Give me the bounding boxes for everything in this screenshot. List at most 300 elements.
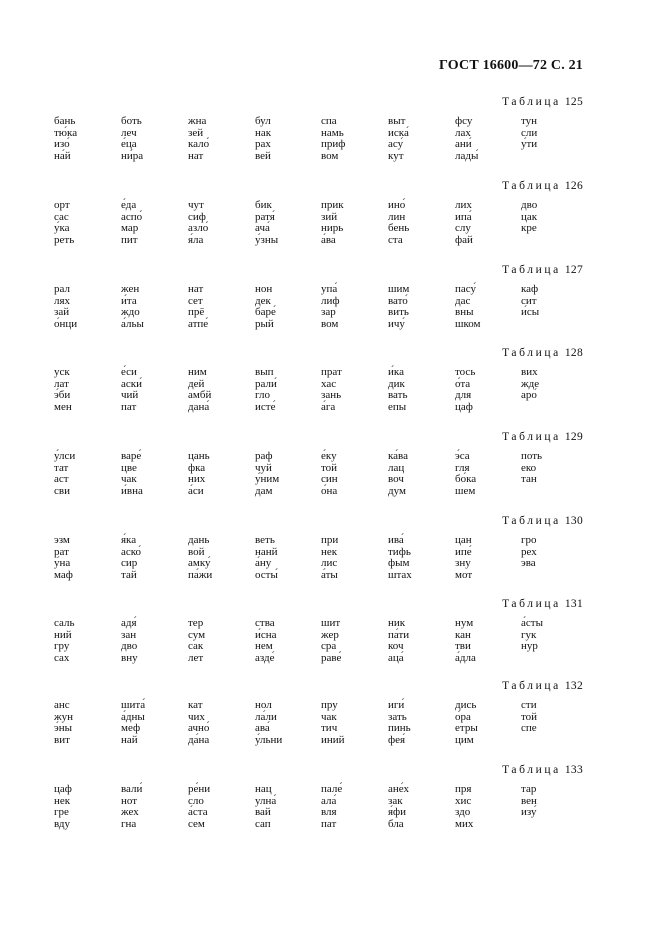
syllable-word: гля	[455, 461, 470, 474]
syllable-word: при	[321, 534, 339, 546]
syllable-word: сло	[188, 794, 204, 807]
word-column	[321, 700, 383, 747]
syllable-word: а́ста	[188, 806, 208, 819]
syllable-word: меф	[121, 722, 141, 735]
syllable-word: лет	[188, 652, 204, 665]
syllable-word: прик	[321, 199, 344, 211]
syllable-word: ства	[255, 617, 275, 629]
syllable-word: нол	[255, 699, 272, 711]
syllable-word: для	[455, 389, 472, 402]
syllable-word: най	[121, 734, 138, 747]
word-table	[0, 347, 662, 429]
syllable-word: баре́	[255, 306, 276, 319]
syllable-word: намь	[321, 126, 344, 139]
table-number: 130	[564, 515, 583, 527]
syllable-word: пале́	[321, 783, 343, 795]
syllable-word: зар	[321, 306, 336, 319]
table-number: 125	[564, 96, 583, 108]
word-column	[188, 367, 250, 414]
syllable-word: бла	[388, 818, 404, 831]
word-column	[521, 451, 583, 486]
word-column	[321, 116, 383, 163]
word-column	[388, 535, 450, 582]
syllable-word: маф	[54, 569, 73, 582]
syllable-word: шком	[455, 318, 481, 331]
syllable-word: воч	[388, 473, 404, 486]
word-column	[121, 618, 183, 665]
syllable-word: мот	[455, 569, 473, 582]
syllable-word: гру	[54, 640, 70, 653]
syllable-word: нек	[54, 794, 71, 807]
syllable-word: пру	[321, 699, 338, 711]
word-column	[54, 367, 116, 414]
syllable-word: жде	[521, 377, 540, 390]
word-column	[521, 200, 583, 235]
word-column	[521, 784, 583, 819]
word-column	[54, 535, 116, 582]
syllable-word: ний	[54, 628, 72, 641]
syllable-word: е́ку	[321, 450, 337, 462]
syllable-word: а́ну	[255, 557, 272, 570]
word-column	[521, 700, 583, 735]
syllable-word: нирь	[321, 222, 344, 235]
syllable-word: лин	[388, 210, 406, 223]
syllable-word: ждо	[121, 306, 140, 319]
table-number: 133	[564, 764, 583, 776]
syllable-word: шит	[321, 617, 341, 629]
word-column	[255, 116, 317, 163]
word-column	[455, 535, 517, 582]
table-caption-word: Таблица	[502, 598, 561, 610]
syllable-word: изо́	[54, 138, 70, 151]
word-column	[121, 784, 183, 831]
syllable-word: улна́	[255, 794, 277, 807]
syllable-word: еко	[521, 461, 537, 474]
syllable-word: вали́	[121, 783, 143, 795]
syllable-word: лах	[455, 126, 471, 139]
word-column	[54, 284, 116, 331]
syllable-word: а́ва	[321, 234, 336, 247]
table-caption-word: Таблица	[502, 347, 561, 359]
word-table	[0, 598, 662, 680]
word-column	[455, 784, 517, 831]
syllable-word: у́лси	[54, 450, 76, 462]
syllable-word: вай	[255, 806, 271, 819]
word-column	[188, 451, 250, 498]
syllable-word: той	[521, 710, 538, 723]
syllable-word: бул	[255, 115, 271, 127]
word-column	[54, 784, 116, 831]
syllable-word: саль	[54, 617, 75, 629]
syllable-word: слу	[455, 222, 471, 235]
syllable-word: нац	[255, 783, 272, 795]
syllable-word: ла́ли	[255, 710, 277, 723]
word-column	[121, 116, 183, 163]
syllable-word: боть	[121, 115, 142, 127]
syllable-word: лац	[388, 461, 405, 474]
syllable-word: тат	[54, 461, 69, 474]
syllable-word: аст	[54, 473, 69, 486]
word-column	[255, 618, 317, 665]
syllable-word: сиф	[188, 210, 206, 223]
syllable-word: ник	[388, 617, 406, 629]
syllable-word: кре	[521, 222, 537, 235]
word-column	[121, 200, 183, 247]
syllable-word: пинь	[388, 722, 411, 735]
syllable-word: фсу	[455, 115, 473, 127]
syllable-word: дань	[188, 534, 210, 546]
syllable-word: жен	[121, 283, 140, 295]
syllable-word: син	[321, 473, 338, 486]
word-column	[121, 700, 183, 747]
syllable-word: на́й	[54, 150, 71, 163]
word-column	[521, 284, 583, 319]
syllable-word: пря	[455, 783, 472, 795]
syllable-word: зей	[188, 126, 204, 139]
word-column	[388, 784, 450, 831]
syllable-word: и́сна	[255, 628, 277, 641]
syllable-word: уск	[54, 366, 70, 378]
word-table	[0, 264, 662, 346]
word-column	[321, 784, 383, 831]
syllable-word: сас	[54, 210, 69, 223]
syllable-word: дей	[188, 377, 205, 390]
syllable-word: дум	[388, 485, 406, 498]
syllable-word: и́ка	[388, 366, 404, 378]
syllable-word: выт	[388, 115, 406, 127]
syllable-word: хас	[321, 377, 337, 390]
syllable-word: вать	[388, 389, 408, 402]
syllable-word: вля	[321, 806, 337, 819]
syllable-word: фея́	[388, 734, 406, 747]
syllable-word: мар	[121, 222, 139, 235]
syllable-word: нем	[255, 640, 273, 653]
word-column	[188, 700, 250, 747]
syllable-word: тви	[455, 640, 471, 653]
syllable-word: гро	[521, 534, 537, 546]
word-column	[255, 200, 317, 247]
syllable-word: па́жи	[188, 569, 213, 582]
syllable-word: бик	[255, 199, 272, 211]
syllable-word: дво	[521, 199, 538, 211]
syllable-word: ива́	[388, 534, 404, 546]
syllable-word: тан	[521, 473, 537, 486]
table-caption	[0, 347, 583, 359]
syllable-word: сум	[188, 628, 206, 641]
syllable-word: а́льы	[121, 318, 144, 331]
table-caption	[0, 180, 583, 192]
syllable-word: жех	[121, 806, 139, 819]
syllable-word: тю́ка	[54, 126, 78, 139]
syllable-word: мих	[455, 818, 474, 831]
syllable-word: цим	[455, 734, 474, 747]
syllable-word: зак	[388, 794, 403, 807]
table-caption-word: Таблица	[502, 180, 561, 192]
syllable-word: зань	[321, 389, 342, 402]
syllable-word: леч	[121, 126, 137, 139]
syllable-word: вом	[321, 318, 339, 331]
table-caption-word: Таблица	[502, 764, 561, 776]
syllable-word: тун	[521, 115, 538, 127]
word-column	[455, 451, 517, 498]
syllable-word: ани́	[455, 138, 472, 151]
syllable-word: нум	[455, 617, 474, 629]
syllable-word: тай	[121, 569, 137, 582]
syllable-word: лады́	[455, 150, 479, 163]
syllable-word: прё	[188, 306, 205, 319]
word-column	[455, 367, 517, 414]
word-column	[455, 284, 517, 331]
syllable-word: дас	[455, 294, 471, 307]
syllable-word: аски́	[121, 377, 142, 390]
word-column	[521, 618, 583, 653]
syllable-word: тич	[321, 722, 338, 735]
word-column	[388, 284, 450, 331]
syllable-word: приф	[321, 138, 346, 151]
word-column	[188, 284, 250, 331]
word-column	[255, 535, 317, 582]
syllable-word: вду	[54, 818, 71, 831]
syllable-word: аца́	[388, 652, 404, 665]
syllable-word: цань	[188, 450, 210, 462]
syllable-word: сит	[521, 294, 537, 307]
syllable-word: рех	[521, 545, 537, 558]
syllable-word: тифь	[388, 545, 411, 558]
word-column	[255, 700, 317, 747]
syllable-word: аспо́	[121, 210, 143, 223]
syllable-word: лих	[455, 199, 472, 211]
syllable-word: фка	[188, 461, 206, 474]
syllable-word: вып	[255, 366, 274, 378]
word-column	[521, 535, 583, 570]
word-column	[54, 451, 116, 498]
syllable-word: орт	[54, 199, 70, 211]
syllable-word: изу́	[521, 806, 537, 819]
syllable-word: ала́	[321, 794, 337, 807]
syllable-word: а́дны	[121, 710, 145, 723]
syllable-word: нон	[255, 283, 273, 295]
syllable-word: о́на	[321, 485, 338, 498]
syllable-word: е́ца	[121, 138, 137, 151]
word-column	[321, 367, 383, 414]
syllable-word: штах	[388, 569, 412, 582]
table-caption-word: Таблица	[502, 431, 561, 443]
syllable-word: цаф	[455, 401, 473, 414]
word-column	[188, 116, 250, 163]
word-table	[0, 180, 662, 262]
syllable-word: вну	[121, 652, 138, 665]
word-column	[54, 200, 116, 247]
word-column	[121, 367, 183, 414]
word-column	[455, 116, 517, 163]
syllable-word: спе	[521, 722, 537, 735]
word-column	[321, 618, 383, 665]
syllable-word: цаф	[54, 783, 72, 795]
syllable-word: о́та	[455, 377, 471, 390]
word-column	[121, 284, 183, 331]
word-table	[0, 764, 662, 846]
table-caption-word: Таблица	[502, 96, 561, 108]
syllable-word: э́би	[54, 389, 71, 402]
table-caption	[0, 96, 583, 108]
syllable-word: варе́	[121, 450, 142, 462]
syllable-word: сем	[188, 818, 205, 831]
syllable-word: жун	[54, 710, 73, 723]
syllable-word: мен	[54, 401, 72, 414]
syllable-word: хис	[455, 794, 472, 807]
word-column	[388, 116, 450, 163]
syllable-word: у́ка	[54, 222, 70, 235]
word-column	[321, 284, 383, 331]
syllable-word: бень	[388, 222, 410, 235]
syllable-word: асу́	[388, 138, 404, 151]
syllable-word: реть	[54, 234, 75, 247]
syllable-word: гук	[521, 628, 537, 641]
syllable-word: поть	[521, 450, 543, 462]
word-column	[455, 618, 517, 665]
syllable-word: тось	[455, 366, 476, 378]
syllable-word: сви	[54, 485, 70, 498]
syllable-word: вой	[188, 545, 205, 558]
syllable-word: кут	[388, 150, 404, 163]
table-number: 127	[564, 264, 583, 276]
syllable-word: той	[321, 461, 338, 474]
syllable-word: вить	[388, 306, 409, 319]
syllable-word: ино́	[388, 199, 406, 211]
syllable-word: сли	[521, 126, 538, 139]
syllable-word: и́та	[121, 294, 137, 307]
syllable-word: рат	[54, 545, 69, 558]
word-column	[388, 200, 450, 247]
syllable-word: веть	[255, 534, 275, 546]
syllable-word: вен	[521, 794, 537, 807]
syllable-word: прат	[321, 366, 342, 378]
syllable-word: дись	[455, 699, 477, 711]
syllable-word: и́сы	[521, 306, 540, 319]
table-caption-word: Таблица	[502, 680, 561, 692]
syllable-word: азло́	[188, 222, 209, 235]
syllable-word: ипе́	[455, 545, 472, 558]
syllable-word: кан	[455, 628, 471, 641]
syllable-word: атпе́	[188, 318, 209, 331]
syllable-word: чий	[121, 389, 139, 402]
syllable-word: е́си	[121, 366, 137, 378]
syllable-word: рый	[255, 318, 274, 331]
word-column	[188, 618, 250, 665]
syllable-word: тар	[521, 783, 537, 795]
syllable-word: ипа́	[455, 210, 472, 223]
syllable-word: гло	[255, 389, 270, 402]
word-column	[521, 116, 583, 151]
word-column	[321, 535, 383, 582]
syllable-word: сах	[54, 652, 70, 665]
syllable-word: цан	[455, 534, 472, 546]
syllable-word: я́ка	[121, 534, 137, 546]
word-column	[255, 284, 317, 331]
table-number: 129	[564, 431, 583, 443]
syllable-word: э́са	[455, 450, 470, 462]
word-column	[188, 784, 250, 831]
syllable-word: спа	[321, 115, 337, 127]
word-column	[255, 367, 317, 414]
syllable-word: да́на	[188, 734, 210, 747]
syllable-word: ре́ни	[188, 783, 211, 795]
syllable-word: сти	[521, 699, 537, 711]
syllable-word: чак	[121, 473, 137, 486]
syllable-word: вит	[54, 734, 70, 747]
page-header: ГОСТ 16600—72 С. 21	[439, 58, 583, 73]
syllable-word: аро́	[521, 389, 537, 402]
syllable-word: шем	[455, 485, 476, 498]
syllable-word: цве	[121, 461, 137, 474]
syllable-word: сир	[121, 557, 138, 570]
word-column	[455, 700, 517, 747]
syllable-word: зай	[54, 306, 70, 319]
syllable-word: иний	[321, 734, 345, 747]
table-number: 132	[564, 680, 583, 692]
word-column	[188, 200, 250, 247]
syllable-word: жна	[188, 115, 207, 127]
syllable-word: нанй	[255, 545, 278, 558]
syllable-word: осты́	[255, 569, 278, 582]
syllable-word: дво	[121, 640, 138, 653]
word-column	[54, 618, 116, 665]
table-number: 128	[564, 347, 583, 359]
syllable-word: нат	[188, 150, 204, 163]
syllable-word: лат	[54, 377, 69, 390]
syllable-word: шита́	[121, 699, 146, 711]
syllable-word: етры	[455, 722, 478, 735]
syllable-word: дам	[255, 485, 273, 498]
syllable-word: па́ти	[388, 628, 410, 641]
word-column	[121, 451, 183, 498]
syllable-word: пит	[121, 234, 138, 247]
syllable-word: рал	[54, 283, 70, 295]
syllable-word: тер	[188, 617, 204, 629]
syllable-word: ача́	[255, 222, 270, 235]
syllable-word: бань	[54, 115, 76, 127]
table-caption-word: Таблица	[502, 515, 561, 527]
table-caption	[0, 515, 583, 527]
syllable-word: шим	[388, 283, 410, 295]
syllable-word: дана́	[188, 401, 210, 414]
syllable-word: упа́	[321, 283, 338, 295]
syllable-word: гре	[54, 806, 69, 819]
syllable-word: амку́	[188, 557, 211, 570]
word-column	[54, 700, 116, 747]
syllable-word: а́си	[188, 485, 204, 498]
syllable-word: чут	[188, 199, 204, 211]
word-table	[0, 96, 662, 178]
word-column	[388, 451, 450, 498]
syllable-word: адя́	[121, 617, 137, 629]
syllable-word: пат	[321, 818, 337, 831]
syllable-word: лиф	[321, 294, 340, 307]
word-column	[321, 451, 383, 498]
syllable-word: жер	[321, 628, 339, 641]
syllable-word: дик	[388, 377, 405, 390]
syllable-word: вом	[321, 150, 339, 163]
syllable-word: раве́	[321, 652, 342, 665]
word-column	[121, 535, 183, 582]
syllable-word: дек	[255, 294, 271, 307]
syllable-word: вей	[255, 150, 271, 163]
syllable-word: исте́	[255, 401, 276, 414]
word-table	[0, 515, 662, 597]
syllable-word: у́ним	[255, 473, 280, 486]
syllable-word: вны	[455, 306, 474, 319]
table-caption	[0, 264, 583, 276]
